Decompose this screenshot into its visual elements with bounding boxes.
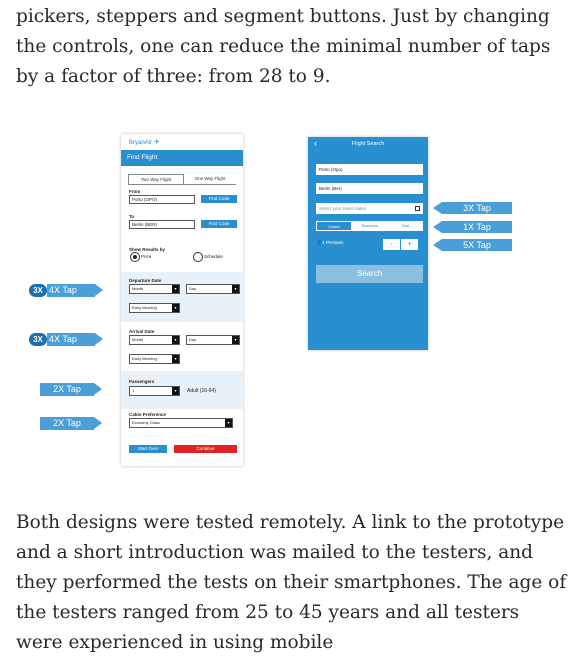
chevron-down-icon: ▾ bbox=[232, 336, 239, 344]
arrival-time-value: Early Morning bbox=[132, 356, 157, 361]
find-code-button-to[interactable]: Find Code bbox=[201, 220, 237, 228]
arrival-month-value: Month bbox=[132, 337, 144, 342]
chevron-down-icon: ▾ bbox=[225, 419, 232, 427]
radio-schedule-label: Schedule bbox=[204, 254, 223, 259]
continue-button[interactable]: Continue bbox=[174, 445, 237, 453]
travel-dates-input[interactable] bbox=[316, 203, 423, 214]
tap-label-persons: 5X Tap bbox=[442, 239, 512, 251]
persons-label bbox=[316, 241, 344, 246]
redesign-from-input[interactable]: Porto (Opo) bbox=[316, 164, 423, 175]
segment-business[interactable]: Business bbox=[352, 221, 388, 231]
radio-price[interactable] bbox=[130, 252, 140, 262]
arrival-month-select[interactable] bbox=[129, 335, 180, 345]
cabin-select[interactable] bbox=[129, 418, 233, 428]
redesign-to-input[interactable]: Berlin (Ber) bbox=[316, 183, 423, 194]
start-over-button[interactable]: Start Over bbox=[129, 445, 167, 453]
departure-month-select[interactable] bbox=[129, 284, 180, 294]
cabin-value: Economy Class bbox=[132, 420, 160, 425]
travel-dates-placeholder: Select your travel dates bbox=[319, 206, 367, 211]
redesign-titlebar bbox=[308, 137, 428, 151]
departure-time-select[interactable] bbox=[129, 303, 180, 313]
original-form-mockup bbox=[121, 134, 243, 466]
from-label: From bbox=[129, 189, 141, 194]
chevron-down-icon: ▾ bbox=[232, 285, 239, 293]
redesign-title: Flight Search bbox=[351, 141, 385, 147]
redesign-mockup bbox=[308, 137, 428, 350]
person-icon: 👤 bbox=[316, 241, 322, 246]
departure-time-value: Early Morning bbox=[132, 305, 157, 310]
passengers-select[interactable] bbox=[129, 386, 180, 396]
segment-first[interactable]: First bbox=[388, 221, 423, 231]
tap-label-cabin: 2X Tap bbox=[40, 417, 94, 430]
arrival-day-value: Day bbox=[189, 337, 197, 342]
article-paragraph-bottom: Both designs were tested remotely. A link to the prototype and a short introduction was mailed to the testers, and they performed the tests on their smartphones. The age of the testers ranged from 25 to 45 years and all testers were experienced in using mobile bbox=[16, 512, 567, 653]
form-titlebar bbox=[121, 150, 243, 166]
article-paragraph-top: pickers, steppers and segment buttons. Just by changing the controls, one can reduce the minimal number of taps by a factor of three: from 28 to 9. bbox=[16, 6, 551, 87]
tap-label-departure: 4X Tap bbox=[47, 284, 95, 297]
form-title: Find Flight bbox=[127, 154, 158, 161]
tap-label-passengers: 2X Tap bbox=[40, 383, 94, 396]
plane-icon: ✈ bbox=[153, 139, 160, 146]
passengers-value: 1 bbox=[132, 388, 135, 393]
to-label: To bbox=[129, 214, 135, 219]
adult-label: Adult (16-64) bbox=[187, 388, 216, 394]
chevron-down-icon: ▾ bbox=[172, 304, 179, 312]
find-code-button-from[interactable]: Find Code bbox=[201, 195, 237, 203]
departure-day-select[interactable] bbox=[186, 284, 240, 294]
to-input[interactable]: Berlin (BER) bbox=[129, 220, 195, 229]
stepper-plus-button[interactable]: + bbox=[401, 239, 418, 250]
chevron-down-icon: ▾ bbox=[172, 336, 179, 344]
tap-badge-3x-1: 3X bbox=[29, 284, 47, 297]
chevron-down-icon: ▾ bbox=[172, 387, 179, 395]
chevron-down-icon: ▾ bbox=[172, 355, 179, 363]
passengers-label: Passengers bbox=[129, 379, 155, 384]
tab-one-way[interactable]: One Way Flight bbox=[194, 176, 226, 181]
arrival-day-select[interactable] bbox=[186, 335, 240, 345]
arrival-time-select[interactable] bbox=[129, 354, 180, 364]
departure-day-value: Day bbox=[189, 286, 197, 291]
segment-coach[interactable]: Coach bbox=[316, 221, 352, 231]
tab-divider bbox=[128, 184, 236, 185]
radio-price-label: Price bbox=[141, 254, 152, 259]
departure-label: Departure Date bbox=[129, 278, 162, 283]
chevron-down-icon: ▾ bbox=[172, 285, 179, 293]
tap-badge-3x-2: 3X bbox=[29, 333, 47, 346]
tap-label-arrival: 4X Tap bbox=[47, 333, 95, 346]
calendar-icon bbox=[415, 206, 420, 211]
radio-schedule[interactable] bbox=[193, 252, 203, 262]
tab-two-way[interactable]: Two Way Flight bbox=[128, 174, 184, 184]
stepper-minus-button[interactable]: - bbox=[383, 239, 400, 250]
show-results-label: Show Results by bbox=[129, 247, 166, 252]
from-input[interactable]: Porto (OPO) bbox=[129, 195, 195, 204]
departure-month-value: Month bbox=[132, 286, 144, 291]
tap-label-class: 1X Tap bbox=[442, 221, 512, 233]
tab-bar bbox=[128, 174, 236, 184]
cabin-label: Cabin Preference bbox=[129, 412, 167, 417]
arrival-label: Arrival Date bbox=[129, 329, 155, 334]
persons-text: 1 Persons bbox=[321, 241, 344, 246]
tap-label-dates: 3X Tap bbox=[442, 202, 512, 214]
brand-name: BryanAir bbox=[129, 140, 153, 146]
brand bbox=[129, 138, 160, 146]
chevron-left-icon[interactable]: ‹ bbox=[314, 138, 317, 148]
search-button[interactable]: Search bbox=[316, 265, 423, 283]
